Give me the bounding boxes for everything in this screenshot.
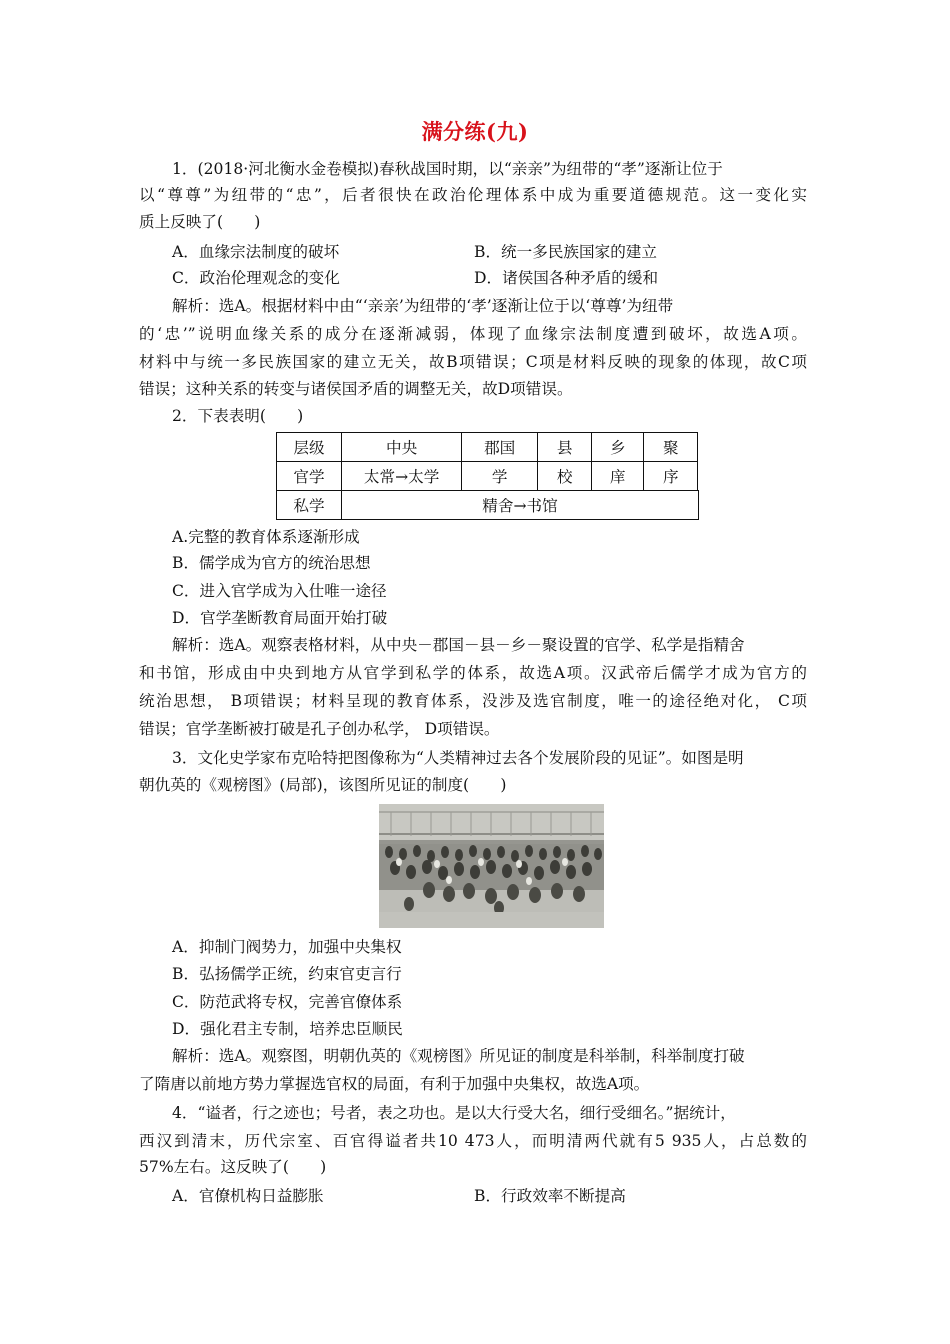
table-cell: 校 — [538, 462, 592, 491]
question-3-stem-line-2: 朝仇英的《观榜图》(局部)，该图所见证的制度( ) — [139, 776, 507, 794]
question-4-option-b: B．行政效率不断提高 — [474, 1187, 626, 1205]
table-cell: 精舍→书馆 — [342, 491, 699, 520]
question-2-analysis-line-4: 错误；官学垄断被打破是孔子创办私学， D项错误。 — [139, 720, 500, 738]
question-3-analysis-line-1: 解析：选A。观察图，明朝仇英的《观榜图》所见证的制度是科举制，科举制度打破 — [172, 1047, 745, 1065]
table-cell: 学 — [462, 462, 538, 491]
question-1-option-d: D．诸侯国各种矛盾的缓和 — [474, 269, 659, 287]
question-1-option-b: B．统一多民族国家的建立 — [474, 243, 657, 261]
question-2-option-a: A.完整的教育体系逐渐形成 — [172, 528, 360, 546]
table-cell: 庠 — [592, 462, 644, 491]
question-1-analysis-line-4: 错误；这种关系的转变与诸侯国矛盾的调整无关，故D项错误。 — [139, 380, 573, 398]
table-row — [277, 491, 699, 520]
table-row — [277, 433, 699, 462]
table-cell: 私学 — [277, 491, 342, 520]
table-cell: 聚 — [644, 433, 698, 462]
question-3-option-c: C．防范武将专权，完善官僚体系 — [172, 993, 403, 1011]
question-1-stem-line-2: 以“尊尊”为纽带的“忠”，后者很快在政治伦理体系中成为重要道德规范。这一变化实 — [139, 186, 807, 204]
painting-image — [379, 804, 604, 928]
education-table — [276, 432, 699, 520]
question-4-option-a: A．官僚机构日益膨胀 — [172, 1187, 324, 1205]
question-4-stem-line-2: 西汉到清末，历代宗室、百官得谥者共10 473人，而明清两代就有5 935人，占总数的 — [139, 1132, 807, 1150]
question-1-analysis-line-1: 解析：选A。根据材料中由“‘亲亲’为纽带的‘孝’逐渐让位于以‘尊尊’为纽带 — [172, 297, 674, 315]
table-cell: 层级 — [277, 433, 342, 462]
page-title: 满分练(九) — [421, 119, 529, 144]
question-2-stem: 2．下表表明( ) — [172, 407, 304, 425]
question-3-option-a: A．抑制门阀势力，加强中央集权 — [172, 938, 402, 956]
table-cell: 序 — [644, 462, 698, 491]
question-1-stem-line-3: 质上反映了( ) — [139, 213, 261, 231]
question-1-analysis-line-3: 材料中与统一多民族国家的建立无关，故B项错误；C项是材料反映的现象的体现，故C项 — [139, 353, 807, 371]
question-2-option-b: B．儒学成为官方的统治思想 — [172, 554, 371, 572]
question-3-analysis-line-2: 了隋唐以前地方势力掌握选官权的局面，有利于加强中央集权，故选A项。 — [139, 1075, 650, 1093]
table-cell: 郡国 — [462, 433, 538, 462]
question-1-analysis-line-2: 的‘忠’”说明血缘关系的成分在逐渐减弱，体现了血缘宗法制度遭到破坏，故选A项。 — [139, 325, 807, 343]
question-1-stem-line-1: 1．(2018·河北衡水金卷模拟)春秋战国时期，以“亲亲”为纽带的“孝”逐渐让位于 — [172, 160, 723, 178]
question-4-stem-line-3: 57%左右。这反映了( ) — [139, 1158, 327, 1176]
question-4-stem-line-1: 4．“谥者，行之迹也；号者，表之功也。是以大行受大名，细行受细名。”据统计， — [172, 1104, 736, 1122]
table-cell: 太常→太学 — [342, 462, 462, 491]
question-2-analysis-line-1: 解析：选A。观察表格材料，从中央－郡国－县－乡－聚设置的官学、私学是指精舍 — [172, 636, 745, 654]
question-2-analysis-line-3: 统治思想， B项错误；材料呈现的教育体系，没涉及选官制度，唯一的途径绝对化， C项 — [139, 692, 807, 710]
question-1-option-c: C．政治伦理观念的变化 — [172, 269, 340, 287]
question-2-option-d: D．官学垄断教育局面开始打破 — [172, 609, 388, 627]
question-3-option-d: D．强化君主专制，培养忠臣顺民 — [172, 1020, 403, 1038]
table-cell: 乡 — [592, 433, 644, 462]
table-row — [277, 462, 699, 491]
table-cell: 中央 — [342, 433, 462, 462]
question-3-stem-line-1: 3．文化史学家布克哈特把图像称为“人类精神过去各个发展阶段的见证”。如图是明 — [172, 749, 744, 767]
question-1-option-a: A．血缘宗法制度的破坏 — [172, 243, 340, 261]
question-3-option-b: B．弘扬儒学正统，约束官吏言行 — [172, 965, 402, 983]
question-2-option-c: C．进入官学成为入仕唯一途径 — [172, 582, 387, 600]
table-cell: 县 — [538, 433, 592, 462]
question-2-analysis-line-2: 和书馆，形成由中央到地方从官学到私学的体系，故选A项。汉武帝后儒学才成为官方的 — [139, 664, 807, 682]
table-cell: 官学 — [277, 462, 342, 491]
